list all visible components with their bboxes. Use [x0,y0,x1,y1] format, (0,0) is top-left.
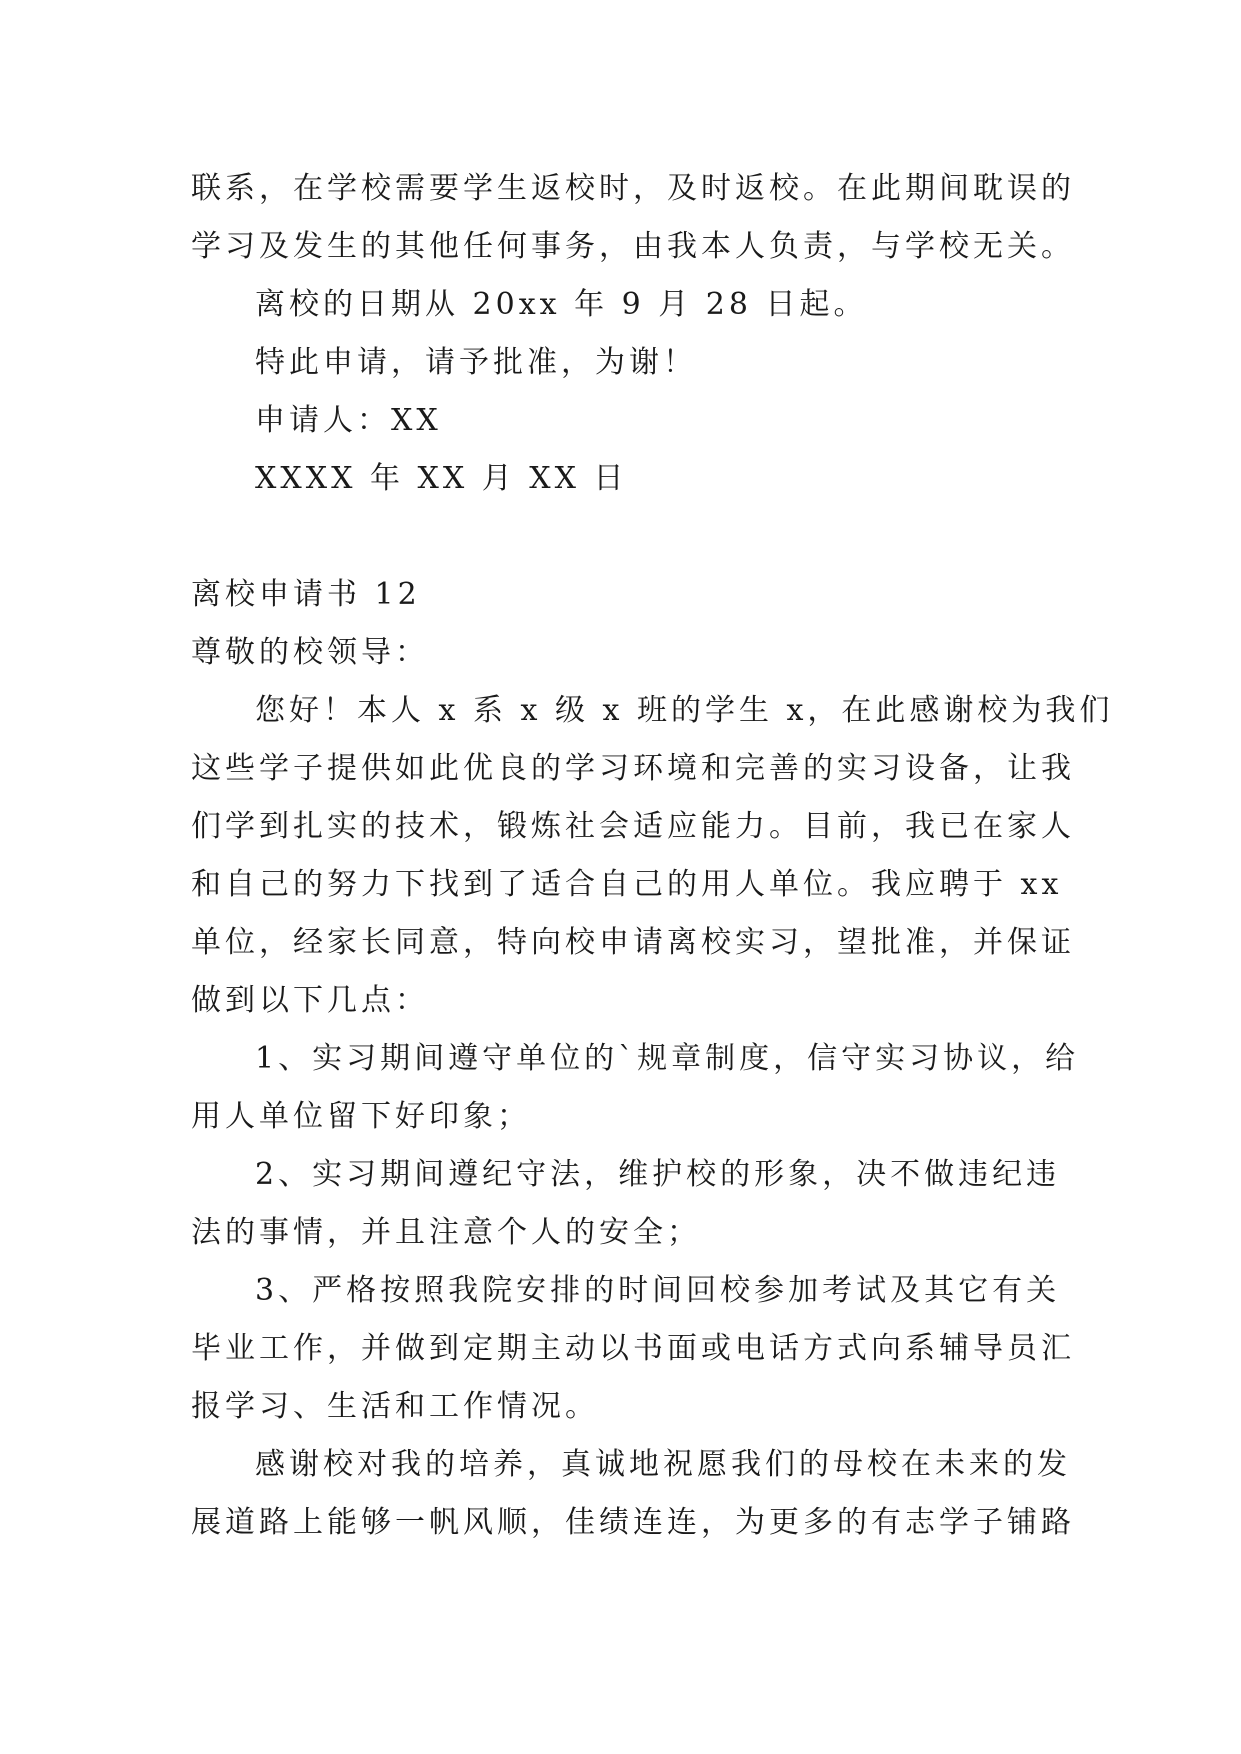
paragraph-line: 法的事情，并且注意个人的安全； [191,1215,701,1250]
date-line: XXXX 年 XX 月 XX 日 [255,461,628,496]
paragraph-line: 们学到扎实的技术，锻炼社会适应能力。目前，我已在家人 [191,809,1075,844]
paragraph-line: 联系，在学校需要学生返校时，及时返校。在此期间耽误的 [191,171,1075,206]
paragraph-line: 您好！本人 x 系 x 级 x 班的学生 x，在此感谢校为我们 [255,693,1114,728]
paragraph-line: 感谢校对我的培养，真诚地祝愿我们的母校在未来的发 [255,1447,1071,1482]
paragraph-line: 2、实习期间遵纪守法，维护校的形象，决不做违纪违 [255,1157,1061,1192]
paragraph-line: 报学习、生活和工作情况。 [191,1389,599,1424]
section-title: 离校申请书 12 [191,577,421,612]
leave-date-line: 离校的日期从 20xx 年 9 月 28 日起。 [255,287,868,322]
blank-line [191,508,1071,566]
document-body [191,160,1114,1552]
applicant-line: 申请人：XX [255,403,442,438]
paragraph-line: 单位，经家长同意，特向校申请离校实习，望批准，并保证 [191,925,1075,960]
request-line: 特此申请，请予批准，为谢！ [255,345,697,380]
paragraph-line: 和自己的努力下找到了适合自己的用人单位。我应聘于 xx [191,867,1063,902]
paragraph-line: 毕业工作，并做到定期主动以书面或电话方式向系辅导员汇 [191,1331,1075,1366]
paragraph-line: 3、严格按照我院安排的时间回校参加考试及其它有关 [255,1273,1061,1308]
paragraph-line: 1、实习期间遵守单位的`规章制度，信守实习协议，给 [255,1041,1080,1076]
paragraph-line: 这些学子提供如此优良的学习环境和完善的实习设备，让我 [191,751,1075,786]
paragraph-line: 展道路上能够一帆风顺，佳绩连连，为更多的有志学子铺路 [191,1505,1075,1540]
paragraph-line: 做到以下几点： [191,983,429,1018]
paragraph-line: 用人单位留下好印象； [191,1099,531,1134]
paragraph-line: 学习及发生的其他任何事务，由我本人负责，与学校无关。 [191,229,1075,264]
salutation: 尊敬的校领导： [191,635,429,670]
